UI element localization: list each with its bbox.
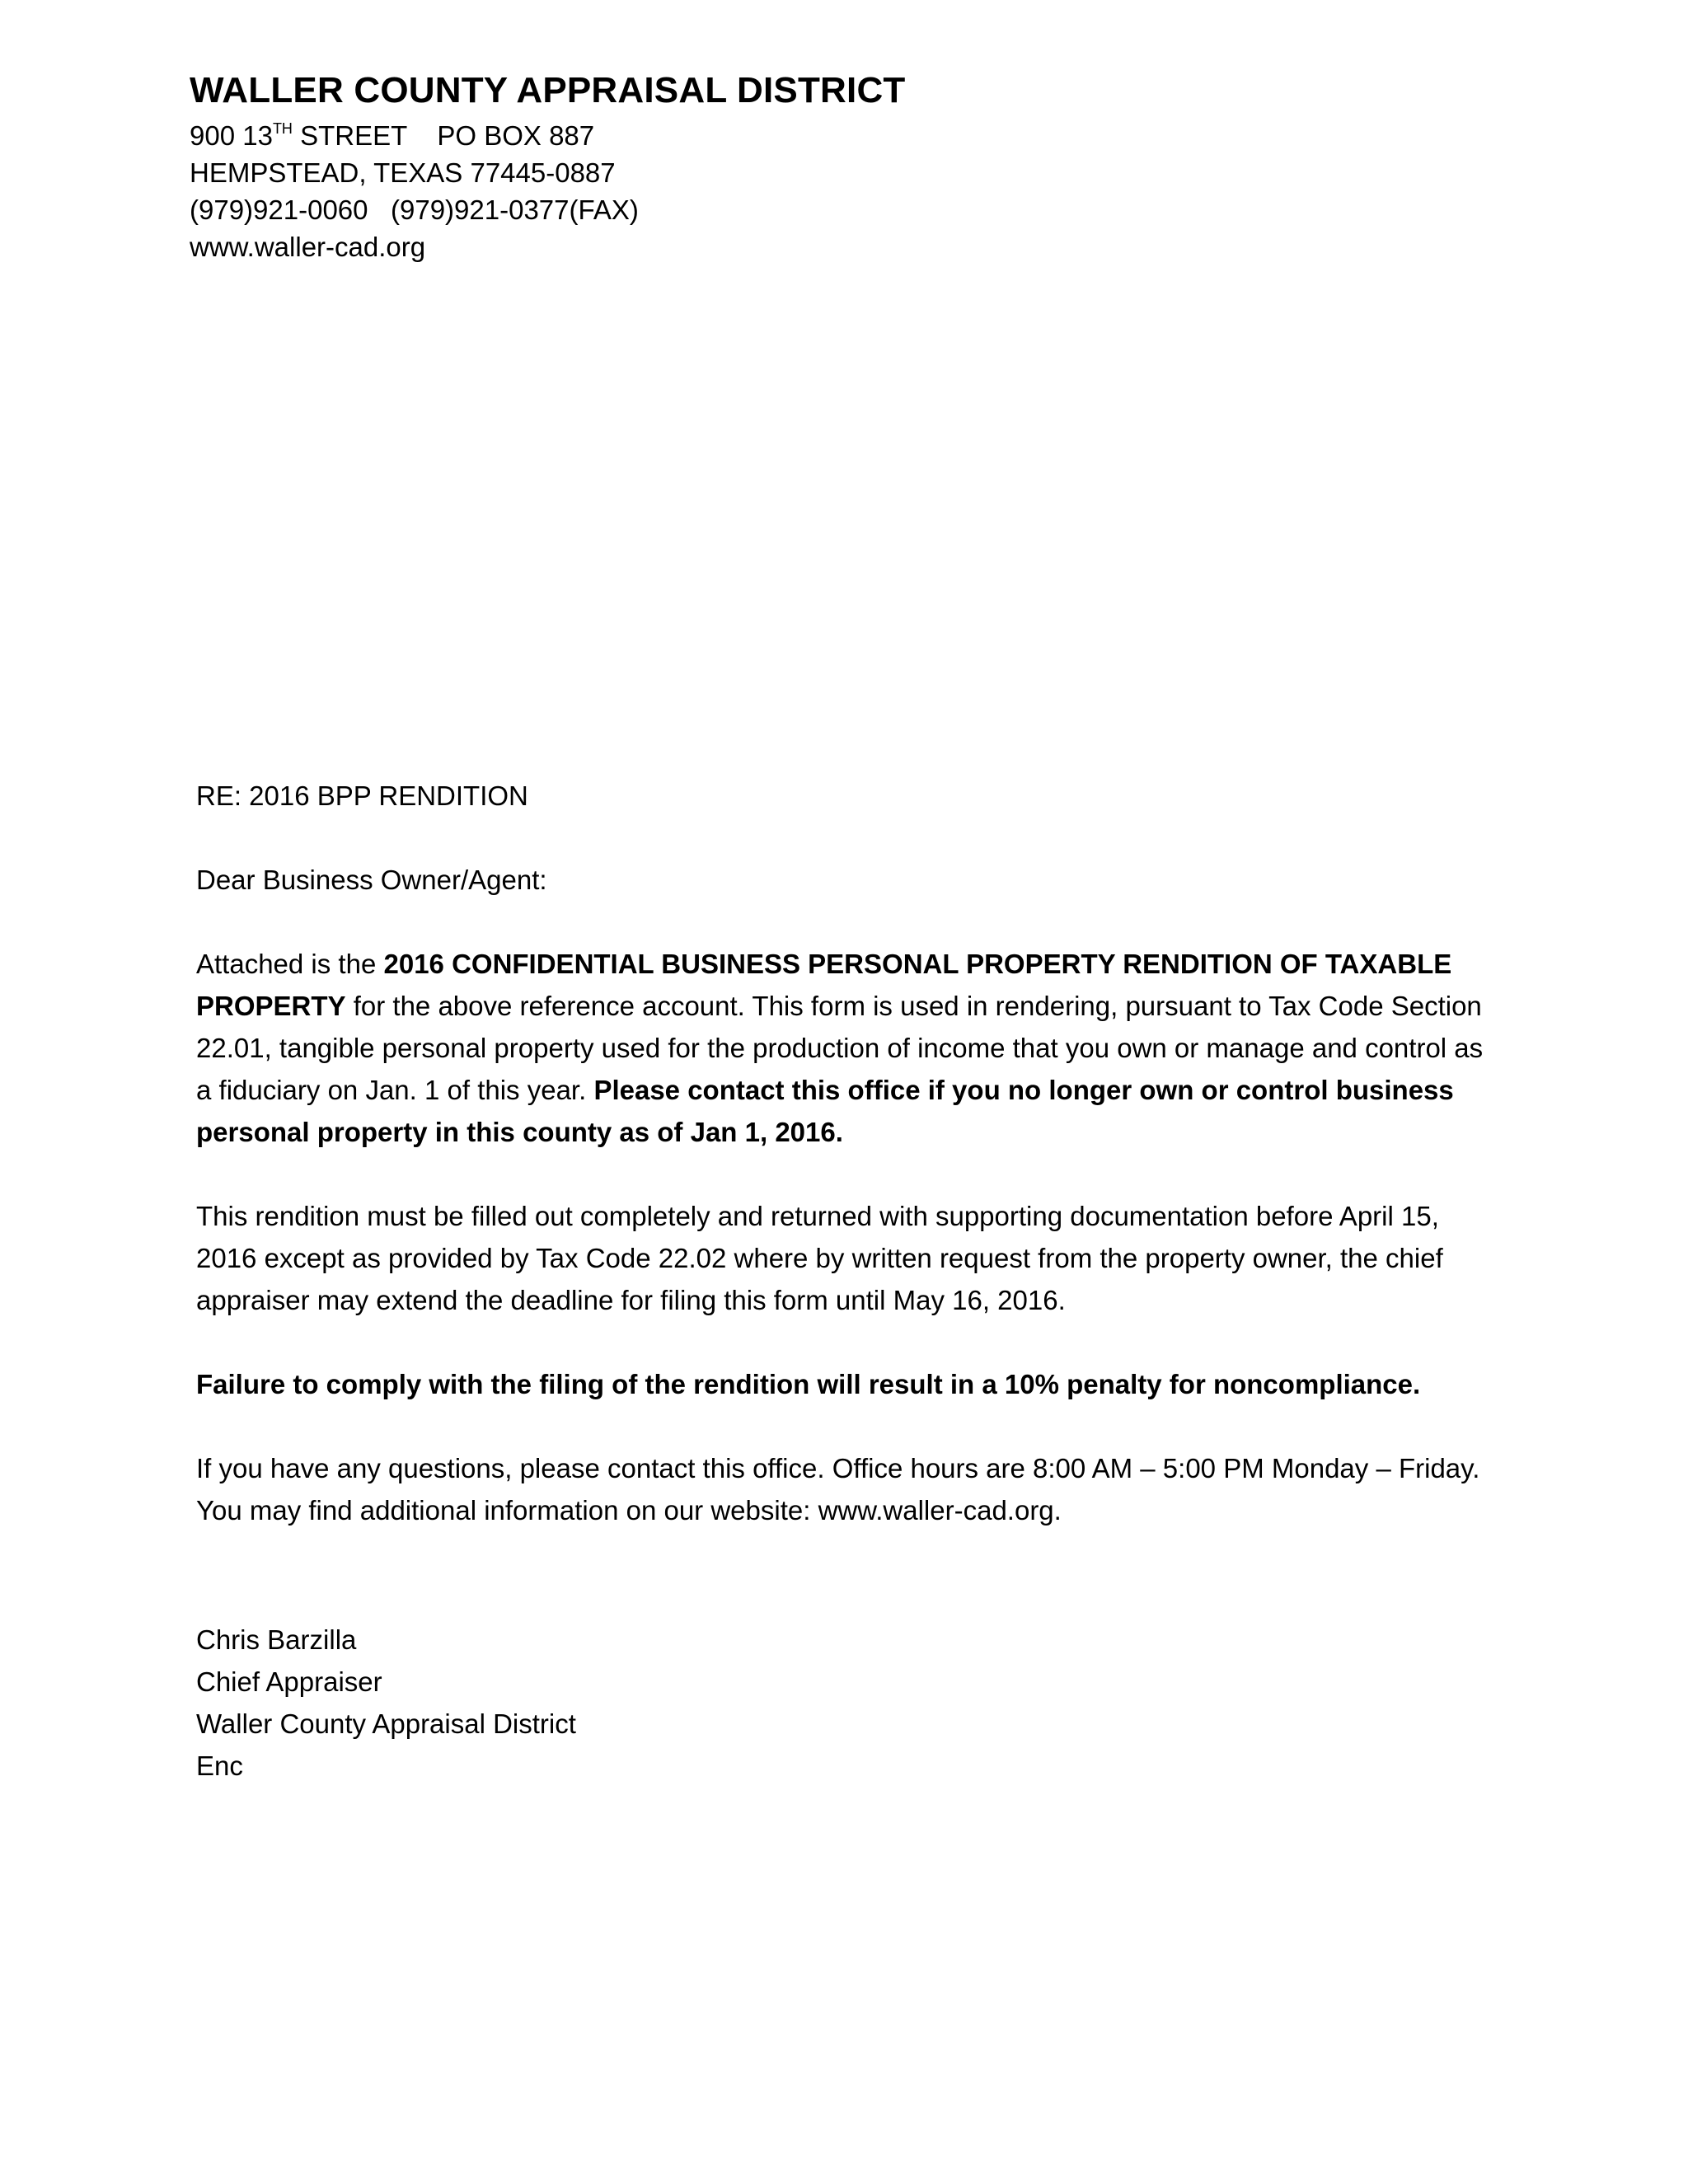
signature-block xyxy=(196,1619,576,1787)
signer-name: Chris Barzilla xyxy=(196,1624,357,1655)
letter-body xyxy=(196,775,1498,1573)
contact-notice: Please contact this office if you no longer own or control business personal property in this county as of Jan 1, 2016. xyxy=(196,1075,1454,1147)
street-number: 900 13 xyxy=(190,120,273,151)
enclosure-note: Enc xyxy=(196,1750,243,1781)
paragraph-deadline: This rendition must be filled out completely and returned with supporting documentation before April 15, 2016 except as provided by Tax Code 22.02 where by written request from the property owner, the chief appraiser may extend the deadline for filing this form until May 16, 2016. xyxy=(196,1201,1443,1315)
salutation: Dear Business Owner/Agent: xyxy=(196,865,547,895)
form-title: 2016 CONFIDENTIAL BUSINESS PERSONAL PROPERTY RENDITION OF TAXABLE PROPERTY xyxy=(196,949,1452,1021)
street-rest: STREET PO BOX 887 xyxy=(292,120,595,151)
signer-title: Chief Appraiser xyxy=(196,1666,382,1697)
street-address xyxy=(190,117,1591,154)
para1-body-text: for the above reference account. This form is used in rendering, pursuant to Tax Code Section 22.01, tangible personal property used for the production of income that you own or manage and control as a fiduciary on Jan. 1 of this year. xyxy=(196,991,1484,1105)
organization-name: WALLER COUNTY APPRAISAL DISTRICT xyxy=(190,70,906,110)
subject-line: RE: 2016 BPP RENDITION xyxy=(196,780,528,811)
signer-organization: Waller County Appraisal District xyxy=(196,1708,576,1739)
website-link: www.waller-cad.org xyxy=(190,232,426,262)
letterhead xyxy=(190,68,1591,265)
para1-intro-text: Attached is the xyxy=(196,949,384,979)
paragraph-rendition-intro xyxy=(196,943,1498,1153)
ordinal-suffix: TH xyxy=(272,120,293,137)
phone-fax: (979)921-0060 (979)921-0377(FAX) xyxy=(190,194,639,225)
paragraph-penalty-warning: Failure to comply with the filing of the rendition will result in a 10% penalty for noncompliance. xyxy=(196,1369,1421,1399)
paragraph-office-hours: If you have any questions, please contact this office. Office hours are 8:00 AM – 5:00 PM Monday – Friday. You may find additional information on our website: www.waller-cad.org. xyxy=(196,1453,1480,1526)
city-state-zip: HEMPSTEAD, TEXAS 77445-0887 xyxy=(190,157,616,188)
